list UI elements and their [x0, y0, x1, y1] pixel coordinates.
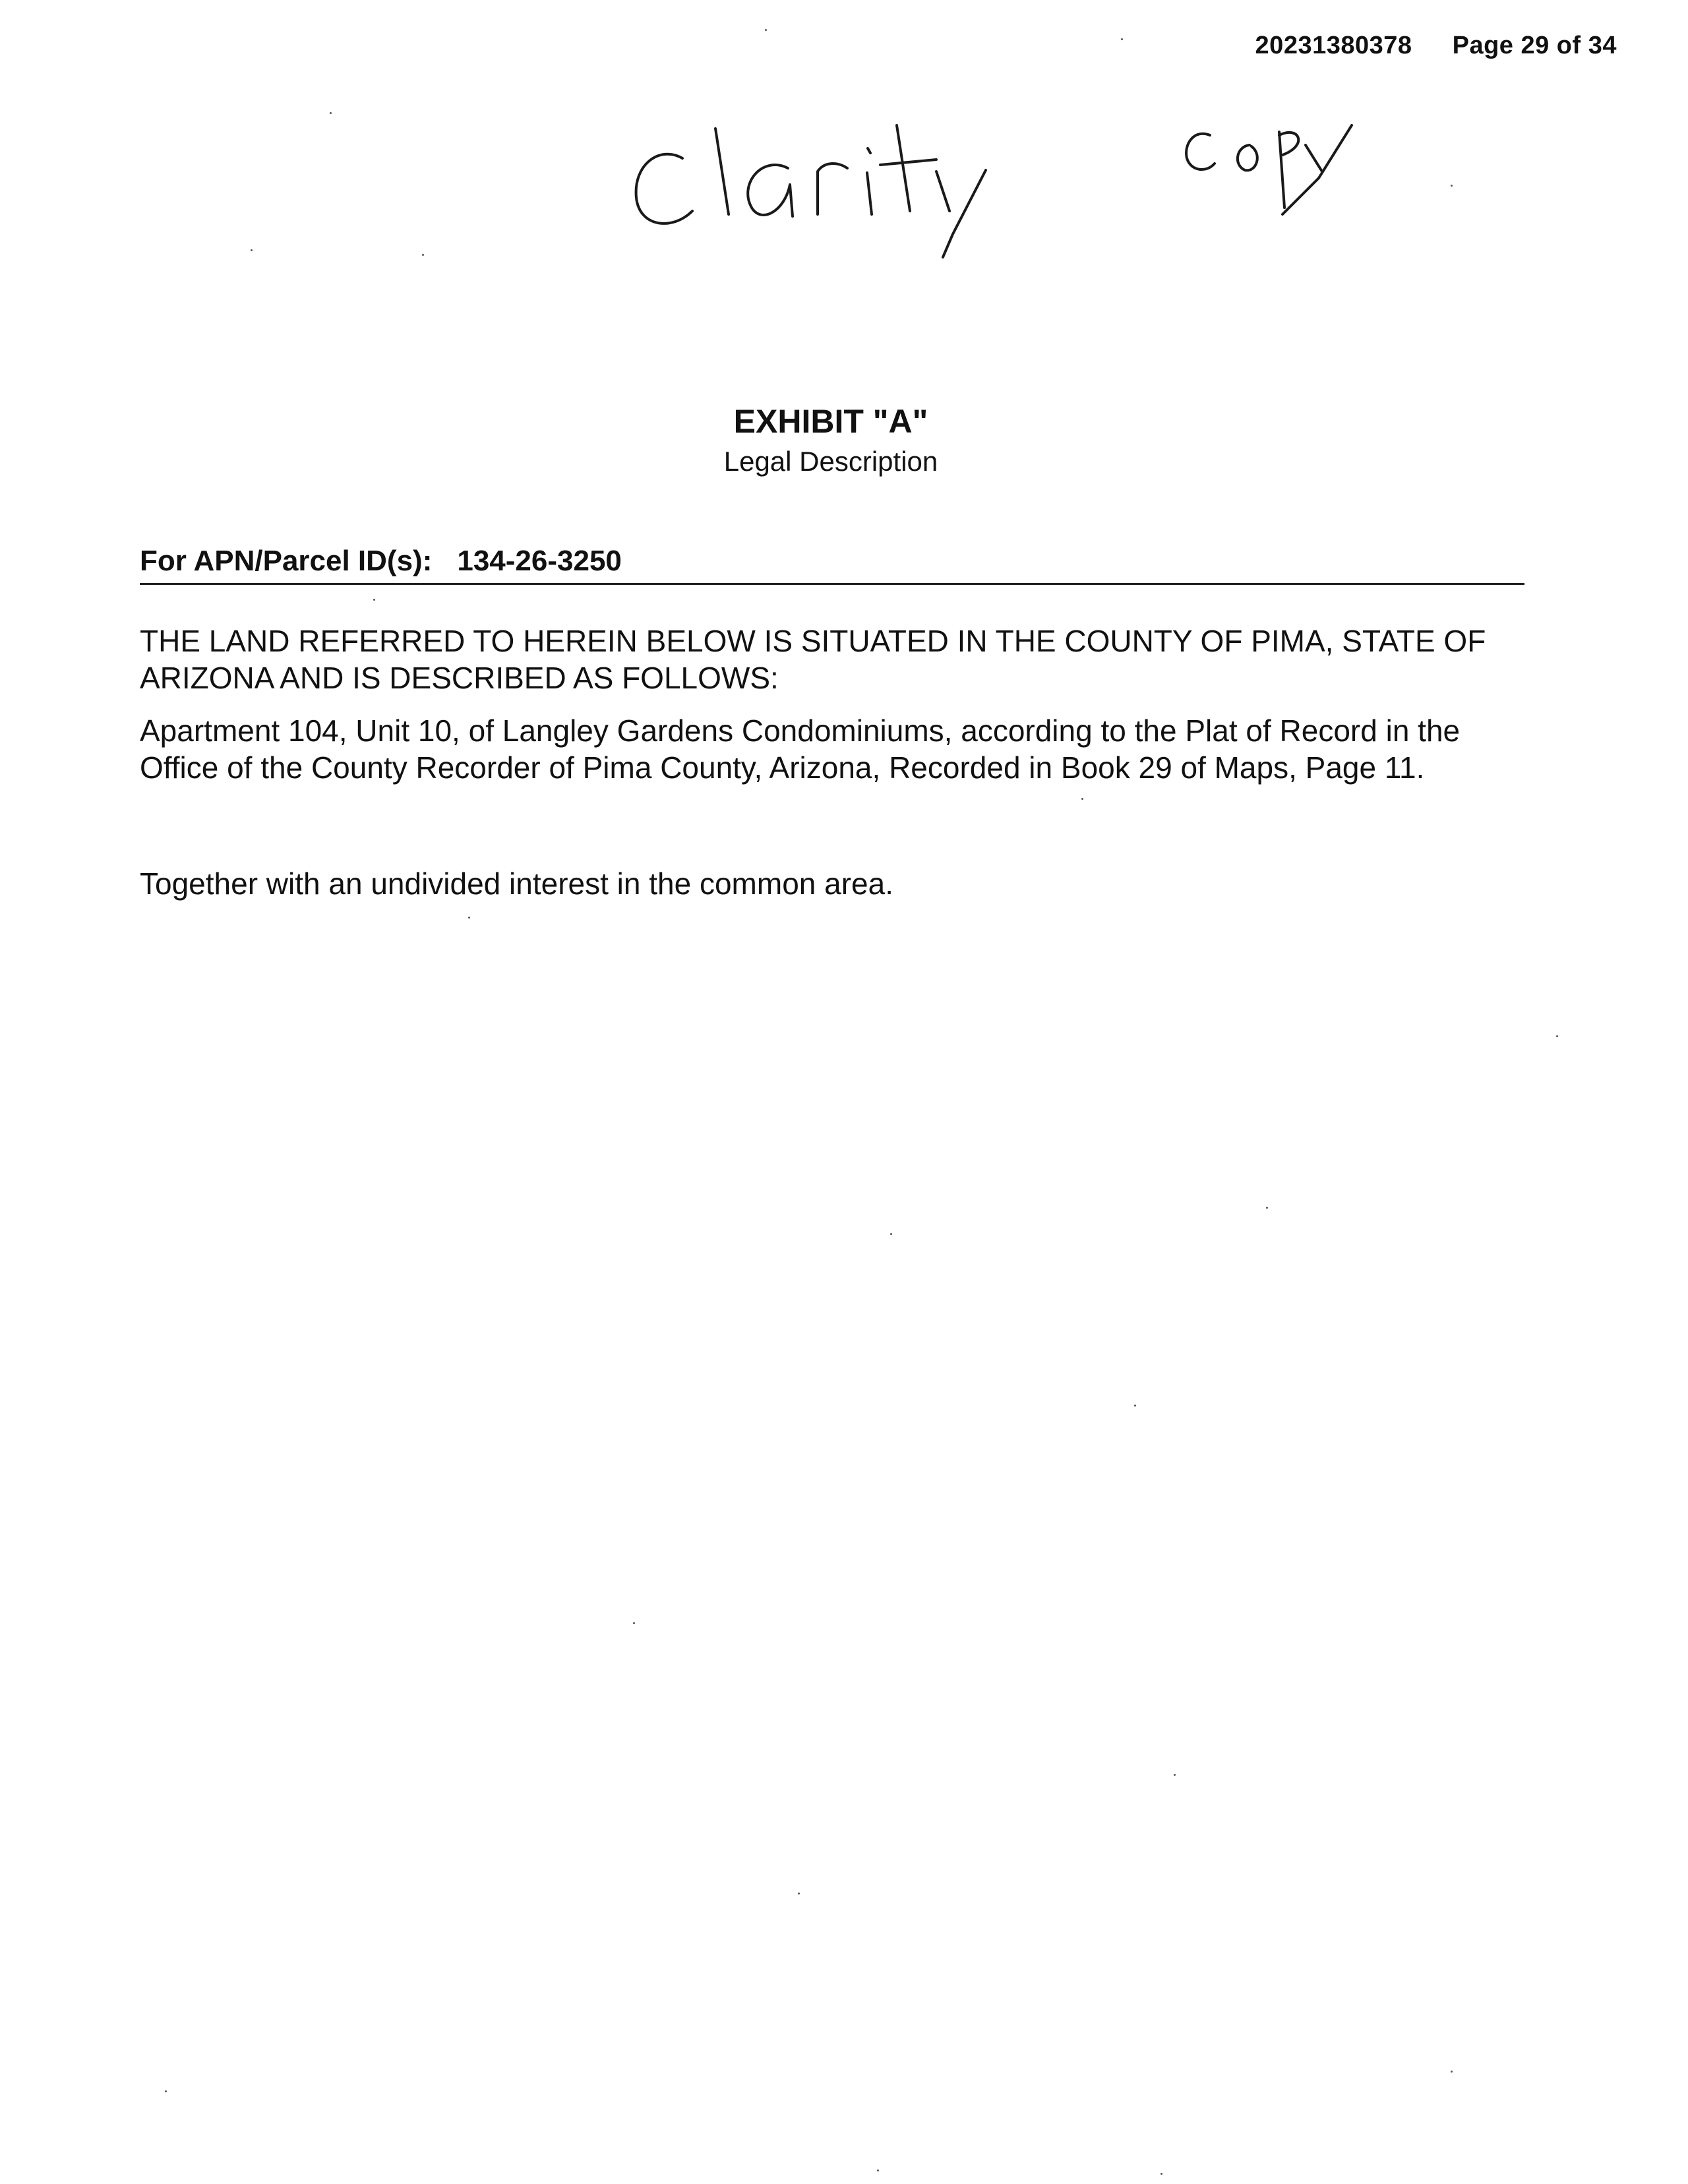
scan-speck: [1451, 185, 1453, 187]
legal-description-paragraph: Apartment 104, Unit 10, of Langley Gardens Condominiums, according to the Plat of Record in the Office of the County Recorder of Pima County, Arizona, Recorded in Book 29 of Maps, Page 11.: [140, 713, 1461, 785]
apn-label: For APN/Parcel ID(s):: [140, 545, 433, 577]
scan-speck: [373, 599, 375, 601]
scan-speck: [1160, 2173, 1162, 2175]
scan-speck: [1266, 1207, 1268, 1209]
apn-value: 134-26-3250: [457, 545, 622, 577]
scan-speck: [890, 1233, 892, 1235]
document-number: 20231380378: [1255, 32, 1412, 59]
scan-speck: [1081, 798, 1083, 800]
apn-underline: [140, 583, 1524, 585]
handwritten-annotation: [620, 99, 1372, 270]
page-header: [1255, 32, 1617, 60]
scan-speck: [1121, 38, 1123, 40]
scan-speck: [1174, 1774, 1176, 1776]
scan-speck: [1451, 2071, 1453, 2073]
scan-speck: [422, 254, 424, 256]
scan-speck: [468, 917, 470, 919]
common-area-paragraph: Together with an undivided interest in the common area.: [140, 866, 893, 901]
scan-speck: [1556, 1035, 1558, 1037]
page-number: Page 29 of 34: [1452, 32, 1617, 59]
scan-speck: [798, 1893, 800, 1895]
scan-speck: [633, 1622, 635, 1624]
scan-speck: [877, 2169, 879, 2171]
scan-speck: [165, 2090, 167, 2092]
scan-speck: [330, 112, 332, 114]
exhibit-subtitle: Legal Description: [723, 446, 938, 477]
scan-speck: [765, 29, 767, 31]
scan-speck: [1134, 1405, 1136, 1407]
land-situation-paragraph: THE LAND REFERRED TO HEREIN BELOW IS SITUATED IN THE COUNTY OF PIMA, STATE OF ARIZONA AND IS DESCRIBED AS FOLLOWS:: [140, 624, 1486, 695]
scan-speck: [251, 249, 253, 251]
exhibit-title: EXHIBIT "A": [733, 403, 928, 440]
apn-line: [140, 545, 1524, 578]
